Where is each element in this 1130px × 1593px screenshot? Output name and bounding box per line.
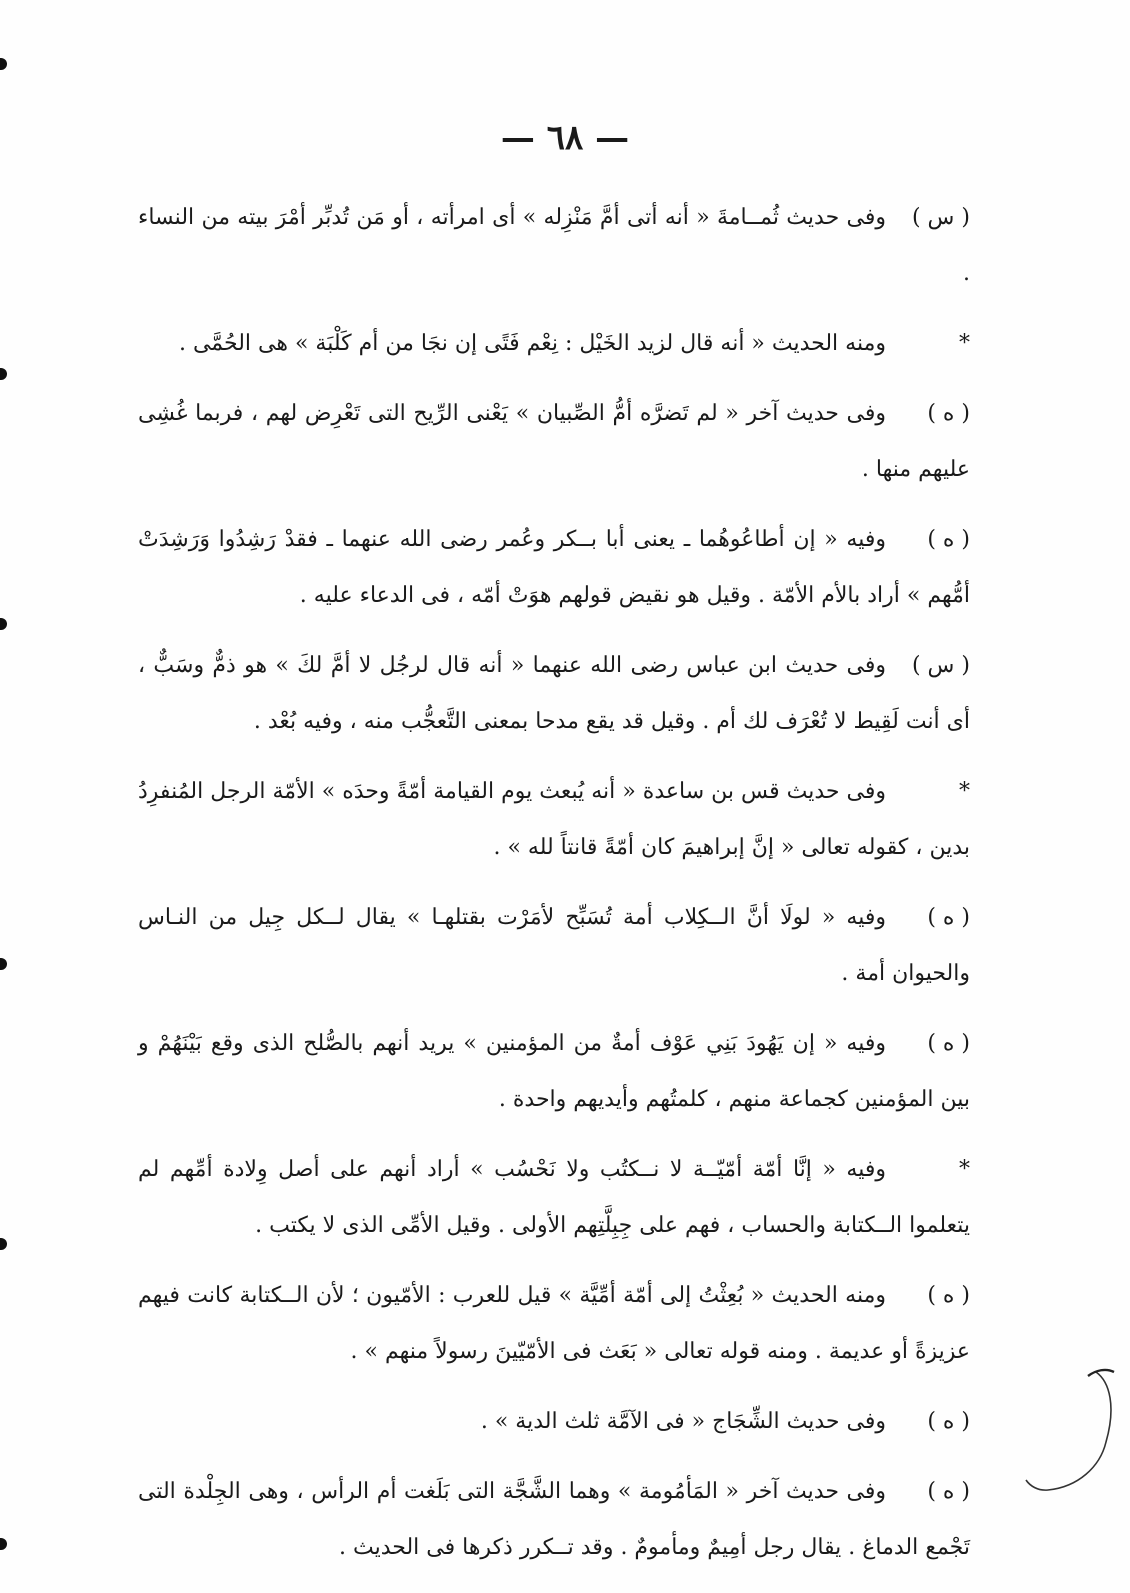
- source-marker: ( ه ): [927, 401, 970, 426]
- source-marker: *: [959, 779, 970, 804]
- entry-text: وفى حديث ثُمــامةَ « أنه أتى أمَّ مَنْزِله » أى امرأته ، أو مَن تُدبِّر أمْرَ بيته من النساء .: [138, 205, 970, 286]
- entry-5: [138, 638, 970, 750]
- entry-8: [138, 1016, 970, 1128]
- source-marker: ( ه ): [927, 1031, 970, 1056]
- entry-text: وفيه « إنَّا أمّة أمّيّــة لا نــكتُب ولا نَحْسُب » أراد أنهم على أصل وِلادة أمِّهم لم يتعلموا الــكتابة والحساب ، فهم على جِبِلَّتِهم الأولى . وقيل الأمِّى الذى لا يكتب .: [138, 1157, 970, 1238]
- scan-edge-mark: [0, 1538, 7, 1550]
- scan-edge-mark: [0, 618, 7, 630]
- scan-edge-mark: [0, 368, 7, 380]
- entry-4: [138, 512, 970, 624]
- entry-11: [138, 1394, 970, 1450]
- scan-edge-mark: [0, 1238, 7, 1250]
- source-marker: ( ه ): [927, 1479, 970, 1504]
- scan-edge-mark: [0, 58, 7, 70]
- scan-edge-mark: [0, 958, 7, 970]
- entry-text: وفى حديث قس بن ساعدة « أنه يُبعث يوم القيامة أمّةً وحدَه » الأمّة الرجل المُنفرِدُ بدين ، كقوله تعالى « إنَّ إبراهيمَ كان أمّةً قانتاً لله » .: [138, 779, 970, 860]
- source-marker: ( ه ): [927, 1283, 970, 1308]
- entry-text: وفى حديث آخر « المَأمُومة » وهما الشَّجَّة التى بَلَغت أم الرأس ، وهى الجِلْدة التى تَجْمع الدماغ . يقال رجل أمِيمٌ ومأمومٌ . وقد تــكرر ذكرها فى الحديث .: [138, 1479, 970, 1560]
- entry-text: ومنه الحديث « أنه قال لزيد الخَيْل : نِعْم فَتًى إن نجَا من أم كَلْبَة » هى الحُمَّى .: [178, 331, 886, 356]
- entry-text: وفيه « إن يَهُودَ بَنِي عَوْف أمةٌ من المؤمنين » يريد أنهم بالصُّلح الذى وقع بَيْنَهُمْ و بين المؤمنين كجماعة منهم ، كلمتُهم وأيديهم واحدة .: [138, 1031, 970, 1112]
- entry-6: [138, 764, 970, 876]
- entry-2: [138, 316, 970, 372]
- page-number: — ٦٨ —: [500, 118, 630, 158]
- source-marker: ( ه ): [927, 905, 970, 930]
- source-marker: ( س ): [911, 653, 970, 678]
- entry-text: وفيه « لولَا أنَّ الــكِلاب أمة تُسَبِّح لأمَرْت بقتلهـا » يقال لــكل جِيل من النـاس والحيوان أمة .: [138, 905, 970, 986]
- entry-9: [138, 1142, 970, 1254]
- source-marker: ( ه ): [927, 527, 970, 552]
- entry-3: [138, 386, 970, 498]
- entry-10: [138, 1268, 970, 1380]
- entry-text: وفيه « إن أطاعُوهُما ـ يعنى أبا بــكر وعُمر رضى الله عنهما ـ فقدْ رَشِدُوا وَرَشِدَتْ أمُّهم » أراد بالأم الأمّة . وقيل هو نقيض قولهم هوَتْ أمّه ، فى الدعاء عليه .: [138, 527, 970, 608]
- entry-7: [138, 890, 970, 1002]
- entry-text: ومنه الحديث « بُعِثْتُ إلى أمّة أمِّيَّة » قيل للعرب : الأمّيون ؛ لأن الــكتابة كانت فيهم عزيزةً أو عديمة . ومنه قوله تعالى « بَعَث فى الأمّيّينَ رسولاً منهم » .: [138, 1283, 970, 1364]
- entry-1: [138, 190, 970, 302]
- margin-pen-mark: [1018, 1362, 1118, 1502]
- source-marker: *: [959, 331, 970, 356]
- hadith-text-body: [138, 190, 970, 1590]
- source-marker: ( ه ): [927, 1409, 970, 1434]
- source-marker: *: [959, 1157, 970, 1182]
- entry-text: وفى حديث الشِّجَاج « فى الآمَّة ثلث الدية » .: [480, 1409, 886, 1434]
- entry-12: [138, 1464, 970, 1576]
- source-marker: ( س ): [911, 205, 970, 230]
- entry-text: وفى حديث ابن عباس رضى الله عنهما « أنه قال لرجُل لا أمَّ لكَ » هو ذمٌّ وسَبٌّ ، أى أنت لَقِيط لا تُعْرَف لك أم . وقيل قد يقع مدحا بمعنى التَّعجُّب منه ، وفيه بُعْد .: [138, 653, 970, 734]
- entry-text: وفى حديث آخر « لم تَضرَّه أمُّ الصِّبيان » يَعْنى الرِّيح التى تَعْرِض لهم ، فربما غُشِى عليهم منها .: [138, 401, 970, 482]
